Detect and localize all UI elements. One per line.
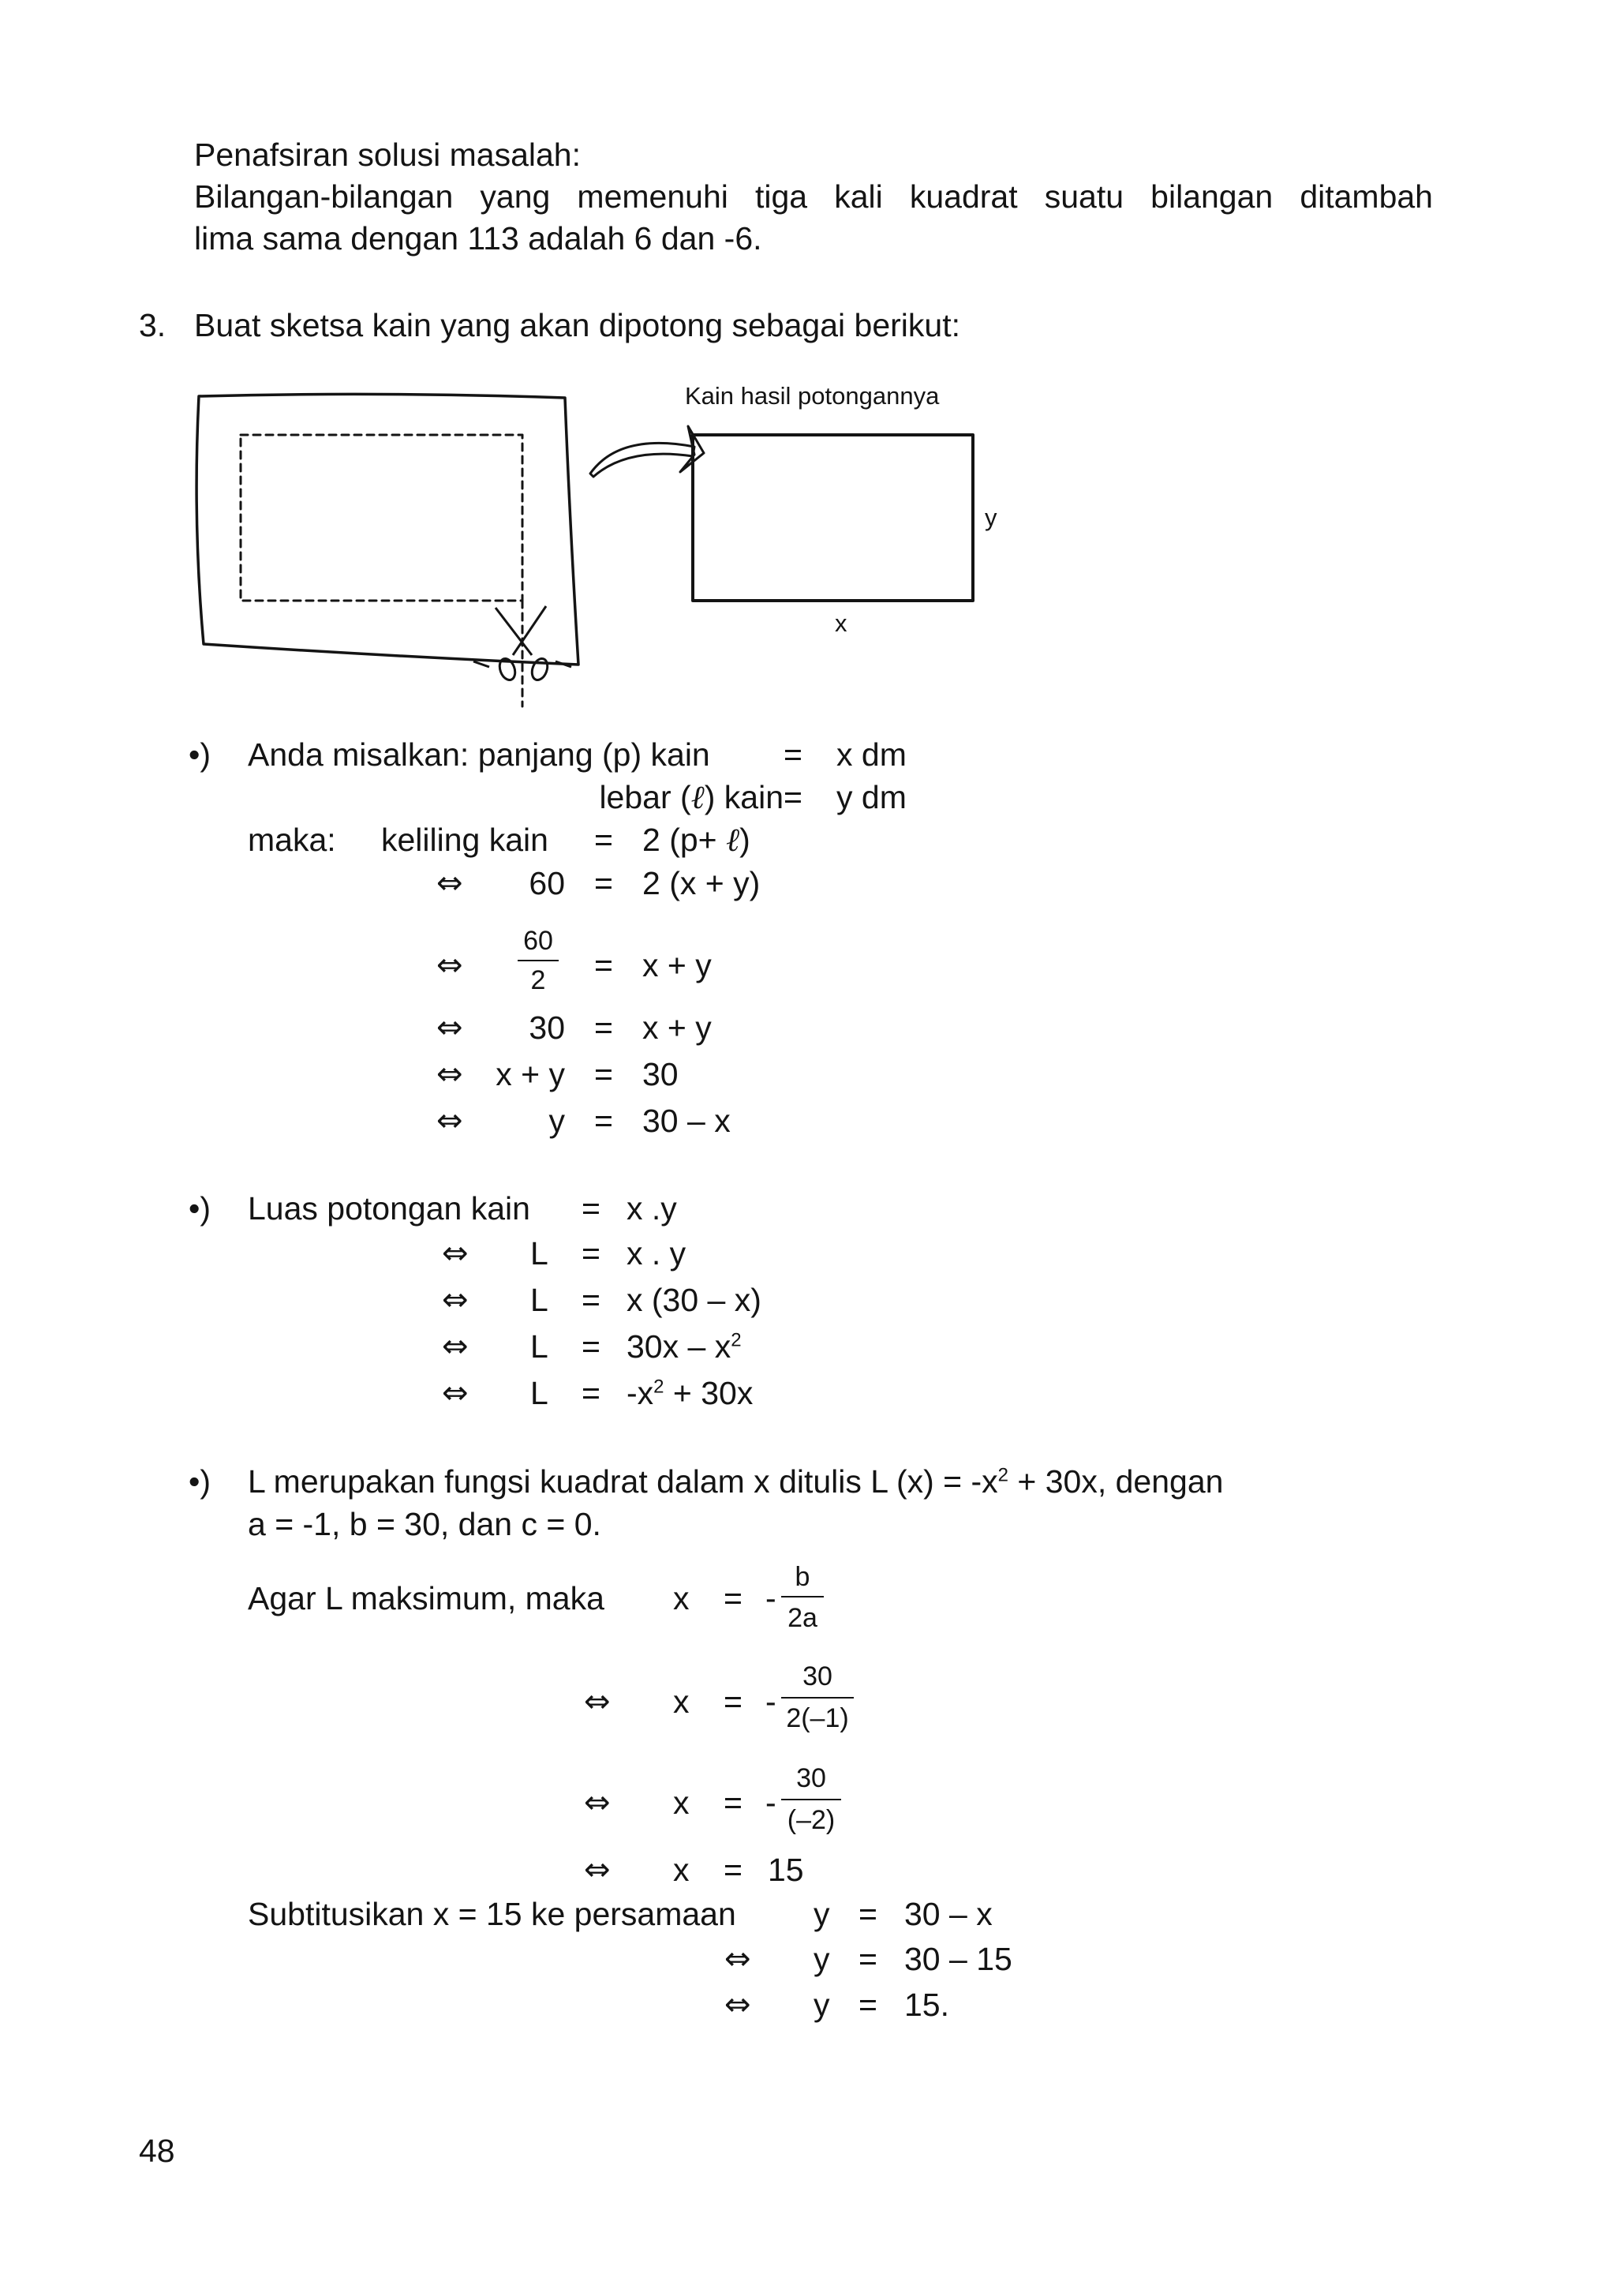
- fraction-numerator: 30: [802, 1661, 832, 1691]
- figure-label-y: y: [985, 504, 997, 531]
- fraction-numerator: 60: [523, 926, 553, 956]
- sec3-x-4: x: [673, 1852, 690, 1888]
- sec2-intro: Luas potongan kain: [248, 1190, 530, 1227]
- iff-icon: ⇔: [442, 1282, 469, 1318]
- sec1-s1-left: 60: [529, 865, 565, 901]
- sec3-y-r2: 30 – 15: [904, 1941, 1012, 1977]
- iff-icon: ⇔: [584, 1785, 611, 1821]
- figure-label-x: x: [835, 609, 847, 637]
- sec2-eq-3: =: [582, 1328, 600, 1365]
- fraction-denominator: 2a: [787, 1603, 817, 1633]
- interpretation-line-1: Bilangan-bilangan yang memenuhi tiga kali kuadrat suatu bilangan ditambah: [194, 178, 1433, 215]
- sec3-subst: Subtitusikan x = 15 ke persamaan: [248, 1896, 736, 1932]
- fraction-denominator: 2(–1): [786, 1703, 849, 1733]
- item-number-3: 3.: [139, 307, 166, 343]
- figure-caption: Kain hasil potongannya: [685, 382, 940, 410]
- sec2-r0: x .y: [627, 1190, 677, 1227]
- iff-icon: ⇔: [436, 865, 463, 901]
- interpretation-heading: Penafsiran solusi masalah:: [194, 137, 581, 173]
- sec2-eq-2: =: [582, 1282, 600, 1318]
- sec1-eq-1: =: [784, 736, 802, 773]
- iff-icon: ⇔: [442, 1375, 469, 1411]
- dashed-cut-line: [241, 435, 522, 601]
- sec3-eq-6: =: [858, 1941, 877, 1977]
- sec3-x-1: x: [673, 1580, 690, 1616]
- fraction-bar: [518, 960, 559, 961]
- iff-icon: ⇔: [436, 1009, 463, 1046]
- sec1-eq-7: =: [594, 1056, 613, 1092]
- sec2-eq-0: =: [582, 1190, 600, 1227]
- sec2-L-4: L: [530, 1375, 548, 1411]
- sec3-y-2: y: [814, 1941, 830, 1977]
- sec1-intro: Anda misalkan: panjang (p) kain: [248, 736, 710, 773]
- sec3-x-3: x: [673, 1785, 690, 1821]
- iff-icon: ⇔: [442, 1328, 469, 1365]
- sec1-s2-right: x + y: [642, 947, 712, 983]
- fraction-denominator: (–2): [787, 1805, 836, 1835]
- sec3-eq-2: =: [724, 1684, 743, 1720]
- interpretation-line-2: lima sama dengan 113 adalah 6 dan -6.: [194, 220, 762, 257]
- sec2-r4: $-x^2 + 30x$: [627, 1375, 754, 1411]
- sec1-eq-8: =: [594, 1103, 613, 1139]
- sec1-eq-6: =: [594, 1009, 613, 1046]
- iff-icon: ⇔: [584, 1852, 611, 1888]
- sec3-minus-2: -: [765, 1684, 776, 1720]
- sec3-minus-1: -: [765, 1580, 776, 1616]
- sec2-L-2: L: [530, 1282, 548, 1318]
- iff-icon: ⇔: [436, 1103, 463, 1139]
- sec2-r3: $30x - x^2$: [627, 1328, 742, 1365]
- bullet-1: •): [189, 736, 211, 773]
- item-3-text: Buat sketsa kain yang akan dipotong sebagai berikut:: [194, 307, 960, 343]
- sec1-s3-right: x + y: [642, 1009, 712, 1046]
- sec2-L-1: L: [530, 1235, 548, 1272]
- sec2-r1: x . y: [627, 1235, 686, 1272]
- sec1-eq-3: =: [594, 822, 613, 858]
- sec3-line-2: a = -1, b = 30, dan c = 0.: [248, 1506, 601, 1542]
- sec2-L-3: L: [530, 1328, 548, 1365]
- sec1-s4-right: 30: [642, 1056, 679, 1092]
- page-number: 48: [139, 2133, 175, 2169]
- fraction-denominator: 2: [530, 965, 546, 995]
- sec1-eq-2: =: [784, 779, 802, 815]
- sec2-eq-1: =: [582, 1235, 600, 1272]
- sec1-s1-right: 2 (x + y): [642, 865, 761, 901]
- sec1-eq-4: =: [594, 865, 613, 901]
- sec1-maka: maka:: [248, 822, 336, 858]
- sec1-s5-left: y: [548, 1103, 565, 1139]
- sec3-eq-3: =: [724, 1785, 743, 1821]
- bullet-2: •): [189, 1190, 211, 1227]
- sec3-x-2: x: [673, 1684, 690, 1720]
- sec1-lebar-label: lebar (ℓ) kain: [599, 778, 784, 816]
- sec3-y-3: y: [814, 1987, 830, 2023]
- sec3-y-r3: 15.: [904, 1987, 949, 2023]
- sec2-r2: x (30 – x): [627, 1282, 761, 1318]
- sec3-agar: Agar L maksimum, maka: [248, 1580, 604, 1616]
- sec3-eq-4: =: [724, 1852, 743, 1888]
- fraction-bar: [781, 1697, 854, 1699]
- bullet-3: •): [189, 1463, 211, 1500]
- iff-icon: ⇔: [442, 1235, 469, 1272]
- sec2-eq-4: =: [582, 1375, 600, 1411]
- sec3-minus-3: -: [765, 1785, 776, 1821]
- sec3-y-1: y: [814, 1896, 830, 1932]
- fraction-numerator: 30: [796, 1763, 826, 1793]
- fraction-bar: [781, 1596, 824, 1597]
- sec1-keliling: keliling kain: [381, 822, 548, 858]
- sec3-y-r1: 30 – x: [904, 1896, 993, 1932]
- sec3-eq-5: =: [858, 1896, 877, 1932]
- sec1-eq-5: =: [594, 947, 613, 983]
- iff-icon: ⇔: [584, 1684, 611, 1720]
- fraction-bar: [781, 1799, 841, 1800]
- sec3-line-1: L merupakan fungsi kuadrat dalam x ditulis L $(x) = -x^2 + 30x$, dengan: [248, 1463, 1224, 1500]
- sec1-s5-right: 30 – x: [642, 1103, 731, 1139]
- sec3-eq-7: =: [858, 1987, 877, 2023]
- sec1-r1: x dm: [836, 736, 907, 773]
- sec1-r2: y dm: [836, 779, 907, 815]
- curved-arrow: [590, 443, 694, 477]
- sec1-s3-left: 30: [529, 1009, 565, 1046]
- result-rectangle: [693, 435, 973, 601]
- iff-icon: ⇔: [724, 1987, 751, 2023]
- iff-icon: ⇔: [436, 947, 463, 983]
- iff-icon: ⇔: [724, 1941, 751, 1977]
- sec3-eq-1: =: [724, 1580, 743, 1616]
- sec3-x-value: 15: [768, 1852, 804, 1888]
- fraction-numerator: b: [795, 1562, 810, 1592]
- sec1-s4-left: x + y: [496, 1056, 565, 1092]
- iff-icon: ⇔: [436, 1056, 463, 1092]
- sec1-keliling-formula: 2 (p+ ℓ): [642, 821, 750, 859]
